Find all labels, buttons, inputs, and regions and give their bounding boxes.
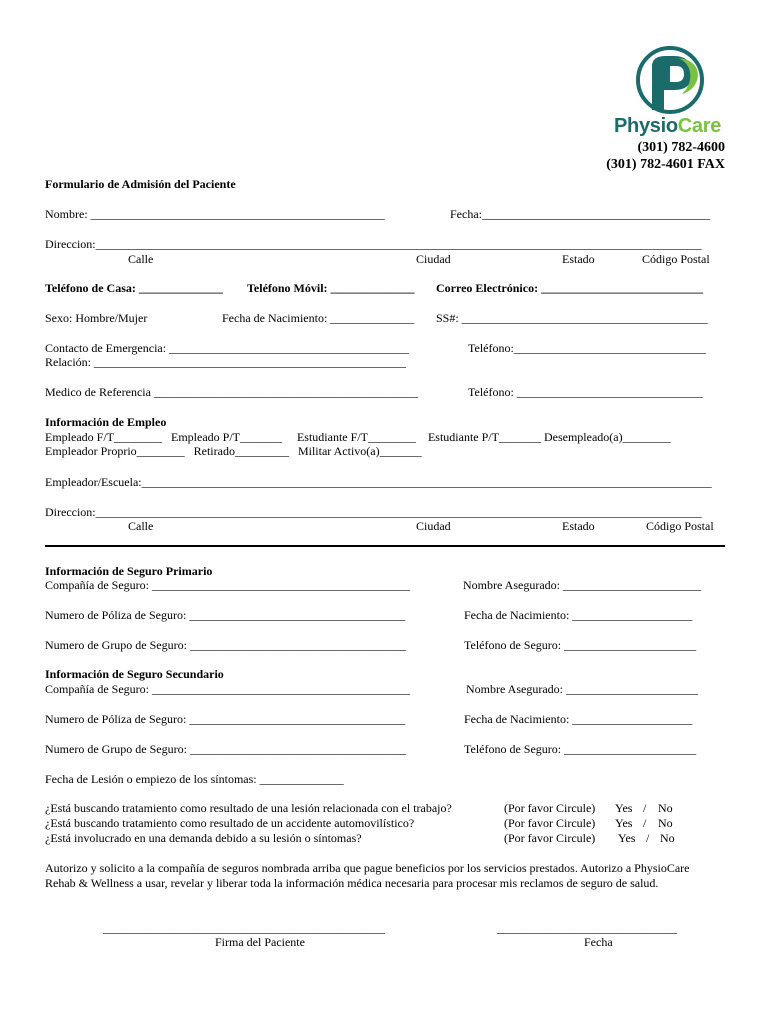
firma-line[interactable]: _______________________________________________	[103, 921, 385, 935]
calle-label: Calle	[128, 252, 154, 266]
question-demanda: ¿Está involucrado en una demanda debido a su lesión o síntomas?	[45, 831, 362, 845]
contacto-emergencia-field[interactable]: Contacto de Emergencia: ________________________________________	[45, 341, 410, 355]
primario-poliza-field[interactable]: Numero de Póliza de Seguro: ____________________________________	[45, 608, 406, 622]
primario-fecha-nacimiento-field[interactable]: Fecha de Nacimiento: ____________________	[464, 608, 693, 622]
codigo-postal-label: Código Postal	[642, 252, 710, 266]
fecha-field[interactable]: Fecha:______________________________________	[450, 207, 710, 221]
fax-number: (301) 782-4601 FAX	[606, 157, 725, 172]
ss-field[interactable]: SS#: _________________________________________	[436, 311, 708, 325]
section-divider	[45, 545, 725, 547]
empleo-options-row2[interactable]: Empleador Proprio________ Retirado_________ Militar Activo(a)_______	[45, 444, 422, 458]
yes-option[interactable]: Yes	[615, 801, 633, 815]
no-option[interactable]: No	[658, 801, 673, 815]
secundario-compania-field[interactable]: Compañía de Seguro: ___________________________________________	[45, 682, 410, 696]
fecha-nacimiento-field[interactable]: Fecha de Nacimiento: ______________	[222, 311, 415, 325]
secundario-fecha-nacimiento-field[interactable]: Fecha de Nacimiento: ____________________	[464, 712, 693, 726]
fecha-lesion-field[interactable]: Fecha de Lesión o empiezo de los síntomas: ______________	[45, 772, 344, 786]
secundario-asegurado-field[interactable]: Nombre Asegurado: ______________________	[466, 682, 698, 696]
secundario-poliza-field[interactable]: Numero de Póliza de Seguro: ____________________________________	[45, 712, 406, 726]
autorizacion-text-line2: Rehab & Wellness a usar, revelar y liberar toda la información médica necesaria para procesar mis reclamos de seguro de salud.	[45, 876, 659, 890]
relacion-field[interactable]: Relación: ____________________________________________________	[45, 355, 406, 369]
primario-telefono-field[interactable]: Teléfono de Seguro: ______________________	[464, 638, 697, 652]
estado-label: Estado	[562, 252, 595, 266]
telefono-medico-field[interactable]: Teléfono: _______________________________	[468, 385, 703, 399]
secundario-grupo-field[interactable]: Numero de Grupo de Seguro: ____________________________________	[45, 742, 406, 756]
correo-field[interactable]: Correo Electrónico: ___________________________	[436, 281, 704, 295]
medico-referencia-field[interactable]: Medico de Referencia ____________________________________________	[45, 385, 418, 399]
nombre-field[interactable]: Nombre: _________________________________________________	[45, 207, 385, 221]
circle-instruction: (Por favor Circule)	[504, 801, 596, 815]
secundario-telefono-field[interactable]: Teléfono de Seguro: ______________________	[464, 742, 697, 756]
slash-separator: /	[646, 831, 650, 845]
ciudad-label: Ciudad	[416, 519, 451, 533]
primario-grupo-field[interactable]: Numero de Grupo de Seguro: ____________________________________	[45, 638, 406, 652]
empleador-field[interactable]: Empleador/Escuela:_______________________________________________________________________________________________	[45, 475, 712, 489]
calle-label: Calle	[128, 519, 154, 533]
fecha-firma-label: Fecha	[584, 935, 613, 949]
codigo-postal-label: Código Postal	[646, 519, 714, 533]
slash-separator: /	[643, 816, 647, 830]
question-trabajo: ¿Está buscando tratamiento como resultado de una lesión relacionada con el trabajo?	[45, 801, 452, 815]
phone-number: (301) 782-4600	[637, 140, 725, 155]
ciudad-label: Ciudad	[416, 252, 451, 266]
direccion-empleo-field[interactable]: Direccion:_____________________________________________________________________________________________________	[45, 505, 702, 519]
primario-compania-field[interactable]: Compañía de Seguro: ___________________________________________	[45, 578, 410, 592]
sexo-field[interactable]: Sexo: Hombre/Mujer	[45, 311, 148, 325]
brand-name: PhysioCare	[614, 115, 722, 137]
question-accidente: ¿Está buscando tratamiento como resultado de un accidente automovilístico?	[45, 816, 415, 830]
autorizacion-text-line1: Autorizo y solicito a la compañía de seguros nombrada arriba que pague beneficios por los servicios prestados. Autorizo a PhysioCare	[45, 861, 690, 875]
fecha-firma-line[interactable]: ______________________________	[497, 921, 677, 935]
estado-label: Estado	[562, 519, 595, 533]
telefono-movil-field[interactable]: Teléfono Móvil: ______________	[247, 281, 415, 295]
circle-instruction: (Por favor Circule)	[504, 816, 596, 830]
yes-option[interactable]: Yes	[618, 831, 636, 845]
direccion-field[interactable]: Direccion:_____________________________________________________________________________________________________	[45, 237, 702, 251]
circle-instruction: (Por favor Circule)	[504, 831, 596, 845]
empleo-heading: Información de Empleo	[45, 415, 167, 429]
no-option[interactable]: No	[660, 831, 675, 845]
slash-separator: /	[643, 801, 647, 815]
telefono-casa-field[interactable]: Teléfono de Casa: ______________	[45, 281, 223, 295]
yes-option[interactable]: Yes	[615, 816, 633, 830]
seguro-secundario-heading: Información de Seguro Secundario	[45, 667, 224, 681]
firma-label: Firma del Paciente	[215, 935, 305, 949]
empleo-options-row1[interactable]: Empleado F/T________ Empleado P/T_______ Estudiante F/T________ Estudiante P/T_______ Desempleado(a)________	[45, 430, 671, 444]
telefono-emergencia-field[interactable]: Teléfono:________________________________	[468, 341, 706, 355]
seguro-primario-heading: Información de Seguro Primario	[45, 564, 213, 578]
form-title: Formulario de Admisión del Paciente	[45, 177, 236, 191]
primario-asegurado-field[interactable]: Nombre Asegurado: _______________________	[463, 578, 701, 592]
no-option[interactable]: No	[658, 816, 673, 830]
